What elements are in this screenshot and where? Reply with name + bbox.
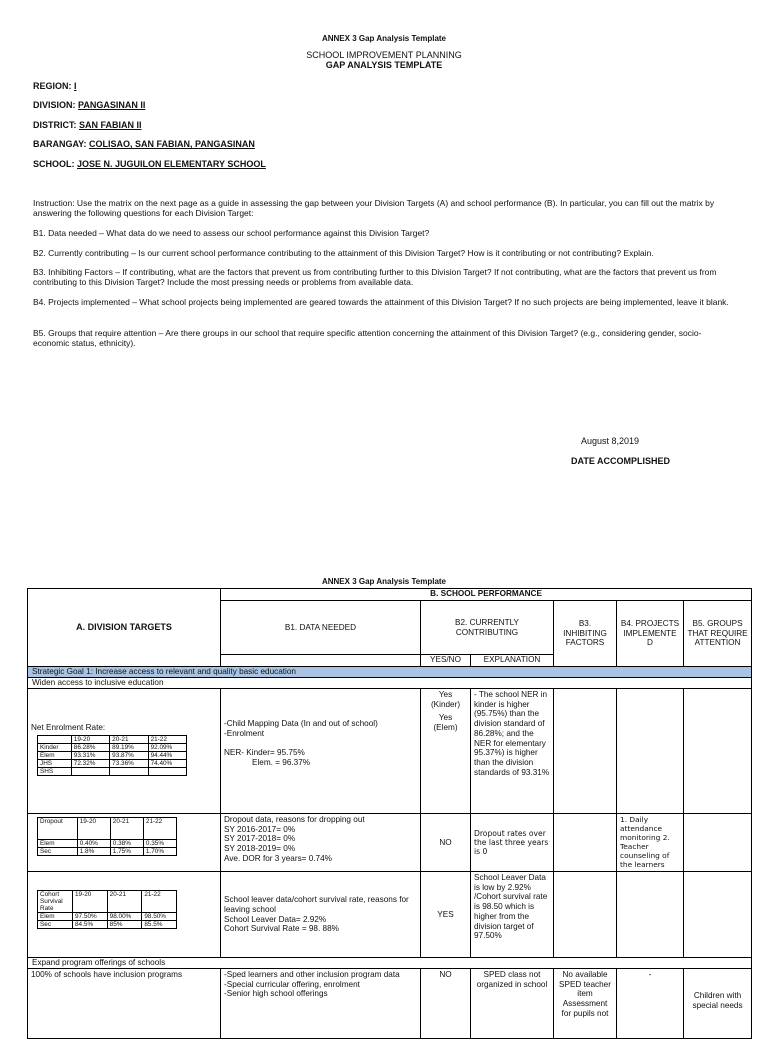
dropout-projects: 1. Daily attendance monitoring 2. Teacher counseling of the learners	[617, 814, 684, 872]
empty-cell	[684, 689, 752, 814]
date-value: August 8,2019	[581, 436, 640, 446]
inclusion-data-needed: -Sped learners and other inclusion program data -Special curricular offering, enrolment -Senior high school offerings	[221, 969, 421, 1039]
division-label: DIVISION:	[33, 100, 76, 110]
ner-target: Net Enrolment Rate:	[31, 723, 106, 732]
division-line	[33, 100, 145, 110]
mini-table-cell: 74.40%	[148, 759, 186, 767]
table-row	[28, 872, 752, 958]
date-label: DATE ACCOMPLISHED	[571, 456, 670, 466]
district-line	[33, 120, 142, 130]
mini-table-cell: 85%	[107, 921, 142, 929]
inclusion-groups: Children with special needs	[684, 969, 752, 1039]
mini-table-cell	[148, 767, 186, 775]
instruction-b5: B5. Groups that require attention – Are there groups in our school that require specific attention concerning the attainment of this Division Target? (e.g., considering gender, socio-economic status, ethnicity).	[33, 328, 702, 348]
empty-cell	[28, 872, 221, 958]
barangay-value: COLISAO, SAN FABIAN, PANGASINAN	[89, 139, 255, 149]
b5-header: B5. GROUPS THAT REQUIRE ATTENTION	[684, 601, 752, 667]
mini-table-cell: 93.87%	[110, 751, 148, 759]
instruction-b3: B3. Inhibiting Factors – If contributing, what are the factors that prevent us from contributing further to this Division Target? If not contributing, what are the factors that prevent us from contributing to this Division Target? Include the most pressing needs or problems from available data.	[33, 267, 717, 287]
table-row	[28, 969, 752, 1039]
region-label: REGION:	[33, 81, 72, 91]
empty-cell	[28, 814, 221, 872]
mini-table-cell: 0.40%	[77, 840, 110, 848]
inclusion-explanation: SPED class not organized in school	[471, 969, 554, 1039]
mini-table-cell: 73.36%	[110, 759, 148, 767]
mini-table-cell: 0.35%	[143, 840, 176, 848]
district-label: DISTRICT:	[33, 120, 77, 130]
gap-analysis-table	[27, 588, 752, 1039]
mini-table-cell: 94.44%	[148, 751, 186, 759]
b3-header: B3. INHIBITING FACTORS	[554, 601, 617, 667]
mini-table-cell: 21-22	[143, 818, 176, 840]
mini-table-cell: 19-20	[71, 735, 109, 743]
mini-table-cell: Cohort Survival Rate	[38, 891, 73, 913]
mini-table-cell: 21-22	[142, 891, 177, 913]
mini-table-cell	[71, 767, 109, 775]
mini-table-cell: 98.00%	[107, 913, 142, 921]
empty-cell	[221, 655, 421, 667]
ner-data-needed: -Child Mapping Data (In and out of school) -Enrolment NER- Kinder= 95.75% Elem. = 96.37%	[221, 689, 421, 814]
mini-table-cell: Sec	[38, 848, 78, 856]
empty-cell	[684, 872, 752, 958]
mini-table-cell: 19-20	[77, 818, 110, 840]
inclusion-yesno: NO	[421, 969, 471, 1039]
empty-cell	[617, 689, 684, 814]
division-targets-header: A. DIVISION TARGETS	[28, 589, 221, 667]
dropout-yesno: NO	[421, 814, 471, 872]
inclusion-target: 100% of schools have inclusion programs	[28, 969, 221, 1039]
ner-mini-table	[37, 735, 187, 776]
explanation-header: EXPLANATION	[471, 655, 554, 667]
district-value: SAN FABIAN II	[79, 120, 142, 130]
mini-table-cell: 93.31%	[71, 751, 109, 759]
mini-table-cell: 1.8%	[77, 848, 110, 856]
mini-table-cell: 97.50%	[73, 913, 108, 921]
dropout-explanation: Dropout rates over the last three years is 0	[471, 814, 554, 872]
mini-table-cell: 20-21	[107, 891, 142, 913]
mini-table-cell: 98.50%	[142, 913, 177, 921]
mini-table-cell: 21-22	[148, 735, 186, 743]
annex-title: ANNEX 3 Gap Analysis Template	[321, 34, 447, 43]
inclusion-inhibiting: No available SPED teacher item Assessment for pupils not	[554, 969, 617, 1039]
mini-table-cell: SHS	[38, 767, 72, 775]
mini-table-cell: 19-20	[73, 891, 108, 913]
instruction-b1: B1. Data needed – What data do we need to assess our school performance against this Division Target?	[33, 228, 430, 238]
mini-table-cell: Elem	[38, 913, 73, 921]
empty-cell	[28, 689, 221, 814]
mini-table-cell	[110, 767, 148, 775]
empty-cell	[554, 689, 617, 814]
strategic-goal-row: Strategic Goal 1: Increase access to relevant and quality basic education	[28, 667, 752, 678]
mini-table-cell: Elem	[38, 751, 72, 759]
mini-table-cell: 1.75%	[110, 848, 143, 856]
empty-cell	[554, 814, 617, 872]
table-annex-title: ANNEX 3 Gap Analysis Template	[321, 577, 447, 586]
region-value: I	[74, 81, 77, 91]
instruction-intro: Instruction: Use the matrix on the next page as a guide in assessing the gap between your Division Targets (A) and school performance (B). In particular, you can fill out the matrix by answering the following questions for each Division Target:	[33, 198, 715, 218]
cohort-data-needed: School leaver data/cohort survival rate, reasons for leaving school School Leaver Data= 2.92% Cohort Survival Rate = 98. 88%	[221, 872, 421, 958]
mini-table-cell: 20-21	[110, 735, 148, 743]
region-line	[33, 81, 77, 91]
mini-table-cell: Dropout	[38, 818, 78, 840]
school-line	[33, 159, 266, 169]
yesno-header: YES/NO	[421, 655, 471, 667]
b4-header: B4. PROJECTS IMPLEMENTE D	[617, 601, 684, 667]
inclusion-projects: -	[617, 969, 684, 1039]
empty-cell	[617, 872, 684, 958]
mini-table-cell: 0.38%	[110, 840, 143, 848]
mini-table-cell: JHS	[38, 759, 72, 767]
mini-table-cell: Elem	[38, 840, 78, 848]
mini-table-cell: 92.09%	[148, 743, 186, 751]
dropout-mini-table	[37, 817, 177, 856]
mini-table-cell: 72.32%	[71, 759, 109, 767]
barangay-line	[33, 139, 255, 149]
page-title: GAP ANALYSIS TEMPLATE	[325, 60, 443, 70]
instruction-b2: B2. Currently contributing – Is our current school performance contributing to the attainment of this Division Target? How is it contributing or not contributing? Explain.	[33, 248, 654, 258]
school-value: JOSE N. JUGUILON ELEMENTARY SCHOOL	[77, 159, 266, 169]
division-value: PANGASINAN II	[78, 100, 146, 110]
cohort-explanation: School Leaver Data is low by 2.92% /Cohort survival rate is 98.50 which is higher from the division target of 97.50%	[471, 872, 554, 958]
mini-table-cell: 89.19%	[110, 743, 148, 751]
empty-cell	[684, 814, 752, 872]
mini-table-cell	[38, 735, 72, 743]
table-row	[28, 689, 752, 814]
cohort-mini-table	[37, 890, 177, 929]
instruction-b4: B4. Projects implemented – What school projects being implemented are geared towards the attainment of this Division Target? If no such projects are being implemented, leave it blank.	[33, 297, 729, 307]
mini-table-cell: 86.28%	[71, 743, 109, 751]
widen-access-row: Widen access to inclusive education	[28, 678, 752, 689]
expand-programs-row: Expand program offerings of schools	[28, 958, 752, 969]
ner-yesno: Yes (Kinder) Yes (Elem)	[421, 689, 471, 814]
b2-header: B2. CURRENTLY CONTRIBUTING	[421, 601, 554, 655]
school-label: SCHOOL:	[33, 159, 75, 169]
mini-table-cell: 1.70%	[143, 848, 176, 856]
mini-table-cell: 85.5%	[142, 921, 177, 929]
table-row	[28, 814, 752, 872]
mini-table-cell: Kinder	[38, 743, 72, 751]
mini-table-cell: Sec	[38, 921, 73, 929]
barangay-label: BARANGAY:	[33, 139, 87, 149]
empty-cell	[554, 872, 617, 958]
school-performance-header: B. SCHOOL PERFORMANCE	[221, 589, 752, 601]
mini-table-cell: 20-21	[110, 818, 143, 840]
sip-title: SCHOOL IMPROVEMENT PLANNING	[306, 50, 462, 60]
cohort-yesno: YES	[421, 872, 471, 958]
b1-header: B1. DATA NEEDED	[221, 601, 421, 655]
ner-explanation: - The school NER in kinder is higher (95.75%) than the division standard of 86.28%; and the NER for elementary 95.37%) is higher than the division standards of 93.31%	[471, 689, 554, 814]
mini-table-cell: 84.5%	[73, 921, 108, 929]
dropout-data-needed: Dropout data, reasons for dropping out SY 2016-2017= 0% SY 2017-2018= 0% SY 2018-2019= 0% Ave. DOR for 3 years= 0.74%	[221, 814, 421, 872]
